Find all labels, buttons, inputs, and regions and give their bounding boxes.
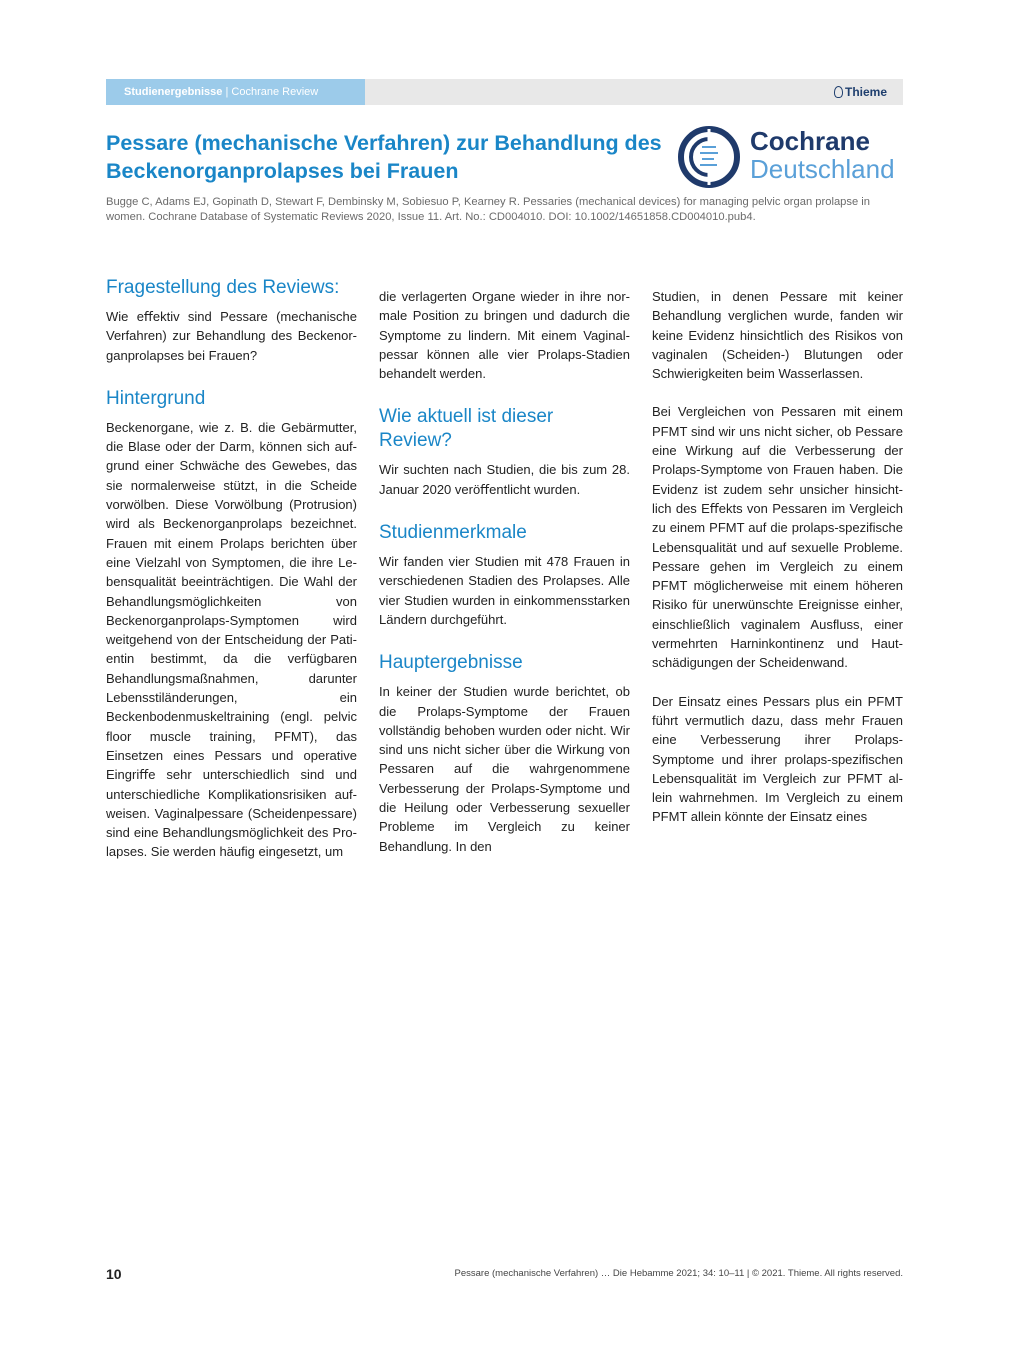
heading-fragestellung: Fragestellung des Reviews: bbox=[106, 277, 340, 298]
logo-line2: Deutschland bbox=[750, 154, 895, 184]
section-separator: | bbox=[225, 86, 229, 98]
footer-text: Pessare (mechanische Verfahren) … Die Hebamme 2021; 34: 10–11 | © 2021. Thieme. All rights reserved. bbox=[454, 1268, 903, 1279]
heading-hauptergebnisse: Hauptergebnisse bbox=[379, 652, 523, 674]
paragraph-continued: die verlagerten Organe wieder in ihre normale Position zu bringen und dadurch die Symptome zu lindern. Mit einem Vaginalpessar können alle vier Prolaps-Stadien behandelt werden. bbox=[379, 289, 630, 382]
paragraph-aktuell: Wir suchten nach Studien, die bis zum 28. Januar 2020 veröﬀentlicht wurden. bbox=[379, 462, 630, 497]
section-tag bbox=[106, 79, 365, 105]
column-3 bbox=[652, 287, 903, 827]
paragraph-results-1: Studien, in denen Pessare mit keiner Behandlung verglichen wurde, fanden wir keine Evidenz hinsichtlich des Risikos von vaginalen (Scheiden-) Blutungen oder Schwierigkeiten beim Wasserlassen. bbox=[652, 289, 903, 382]
header-bar bbox=[106, 79, 903, 105]
paragraph-fragestellung: Wie eﬀektiv sind Pessare (mechanische Verfahren) zur Behandlung des Beckenorganprolapses bei Frauen? bbox=[106, 309, 357, 363]
cochrane-logo bbox=[678, 124, 903, 190]
paragraph-results-3: Der Einsatz eines Pessars plus ein PFMT führt vermutlich dazu, dass mehr Frauen eine Verbesserung ihrer Prolaps-Symptome und ihrer prolaps-spezifischen Lebensqualität im Vergleich zur PFMT allein wahrnehmen. Im Vergleich zu einem PFMT allein könnte der Einsatz eines bbox=[652, 693, 903, 825]
publisher-name: Thieme bbox=[844, 85, 887, 99]
paragraph-hintergrund: Beckenorgane, wie z. B. die Gebärmutter, die Blase oder der Darm, können sich aufgrund einer Schwäche des Gewebes, das sie normalerweise stützt, in die Scheide vorwölben. Diese Vorwölbung (Protrusion) wird als Beckenorganprolaps bezeichnet. Frauen mit einem Prolaps berichten über eine Vielzahl von Symptomen, die ihre Lebensqualität beeinträchtigen. Die Wahl der Behandlungsmöglichkeiten von Beckenorganprolaps-Symptomen wird weitgehend von der Entscheidung der Patientin bestimmt, da die verfügbaren Behandlungsmaßnahmen, darunter Lebensstiländerungen, ein Beckenbodenmuskeltraining (engl. pelvic floor muscle training, PFMT), das Einsetzen eines Pessars und operative Eingriﬀe sehr unterschiedlich sind und unterschiedliche Komplikationsrisiken aufweisen. Vaginalpessare (Scheidenpessare) sind eine Behandlungsmöglichkeit des Prolapses. Sie werden häufig eingesetzt, um bbox=[106, 419, 357, 860]
heading-studienmerkmale: Studienmerkmale bbox=[379, 522, 527, 544]
paragraph-studienmerkmale: Wir fanden vier Studien mit 478 Frauen in verschiedenen Stadien des Prolapses. Alle vier Studien wurden in einkommensstarken Ländern durchgeführt. bbox=[379, 554, 630, 627]
section-label: Studienergebnisse bbox=[124, 86, 223, 98]
heading-hintergrund: Hintergrund bbox=[106, 387, 206, 409]
thieme-icon bbox=[834, 86, 843, 98]
column-1 bbox=[106, 276, 357, 862]
publisher-logo bbox=[834, 79, 887, 105]
article-title: Pessare (mechanische Verfahren) zur Behandlung des Beckenorganprolapses bei Frauen bbox=[106, 131, 662, 183]
section-sublabel: Cochrane Review bbox=[231, 86, 319, 98]
cochrane-icon bbox=[678, 125, 740, 189]
paragraph-results-2: Bei Vergleichen von Pessaren mit einem PFMT sind wir uns nicht sicher, ob Pessare eine Wirkung auf die Verbesserung der Prolaps-Symptome von Frauen haben. Die Evidenz ist zudem sehr unsicher hinsichtlich des Eﬀekts von Pessaren im Vergleich zu einem PFMT auf die prolaps-spezifische Lebensqualität und auf sexuelle Probleme. Pessare gehen im Vergleich zu einem PFMT möglicherweise mit einem höheren Risiko für unerwünschte Ereignisse einher, einschließlich vaginalem Ausfluss, einer vermehrten Harninkontinenz und Hautschädigungen der Scheidenwand. bbox=[652, 404, 903, 671]
logo-line1: Cochrane bbox=[750, 126, 870, 156]
paragraph-hauptergebnisse: In keiner der Studien wurde berichtet, ob die Prolaps-Symptome der Frauen vollständig behoben wurden oder nicht. Wir sind uns nicht sicher über die Wirkung von Pessaren auf die wahrgenommene Verbesserung der Prolaps-Symptome und die Heilung oder Verbesserung sexueller Probleme im Vergleich zu keiner Behandlung. In den bbox=[379, 684, 630, 854]
citation: Bugge C, Adams EJ, Gopinath D, Stewart F, Dembinsky M, Sobiesuo P, Kearney R. Pessaries (mechanical devices) for managing pelvic organ prolapse in women. Cochrane Database of Systematic Reviews 2020, Issue 11. Art. No.: CD004010. DOI: 10.1002/14651858.CD004010.pub4. bbox=[106, 196, 871, 223]
page-number: 10 bbox=[106, 1266, 122, 1282]
heading-aktuell: Wie aktuell ist dieser Review? bbox=[379, 406, 554, 452]
column-2 bbox=[379, 287, 630, 856]
